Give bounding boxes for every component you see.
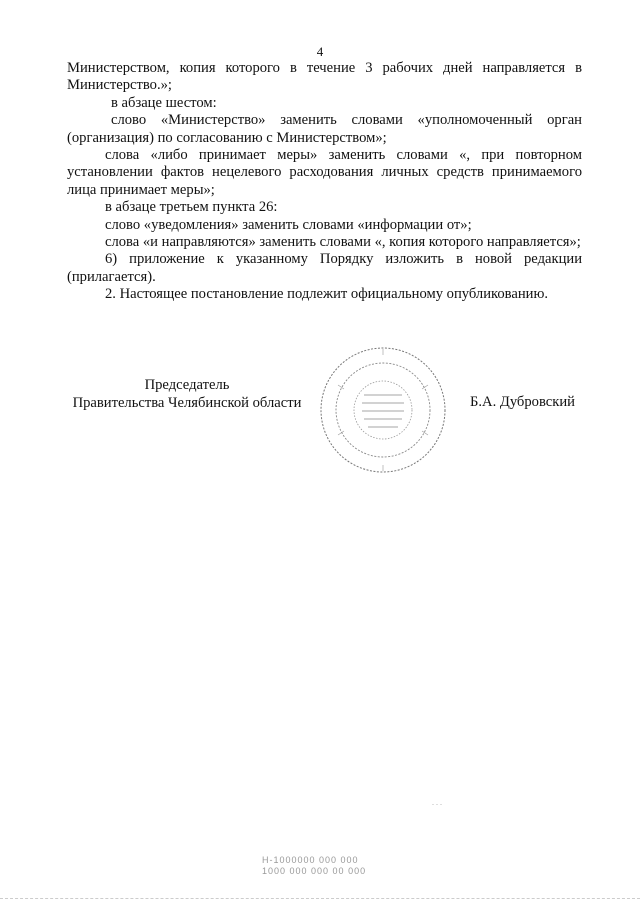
signatory-title	[67, 376, 307, 412]
paragraph: 6) приложение к указанному Порядку изложить в новой редакции (прилагается).	[67, 251, 582, 285]
footer-stamp	[262, 855, 366, 877]
signatory-name: Б.А. Дубровский	[470, 394, 575, 410]
signatory-title-line2: Правительства Челябинской области	[72, 395, 302, 411]
paragraph: в абзаце третьем пункта 26:	[105, 199, 278, 216]
scan-mark: . . .	[432, 798, 442, 807]
paragraph: Министерством, копия которого в течение 3 рабочих дней направляется в Министерство.»;	[67, 60, 582, 94]
footer-line2: 1000 000 000 00 000	[262, 866, 367, 876]
document-body	[67, 60, 582, 304]
paragraph: слово «Министерство» заменить словами «уполномоченный орган (организация) по согласованию с Министерством»;	[67, 112, 582, 146]
paragraph: 2. Настоящее постановление подлежит официальному опубликованию.	[105, 286, 549, 303]
scan-edge	[0, 898, 640, 899]
signatory-title-line1: Председатель	[144, 377, 230, 393]
footer-line1: Н-1000000 000 000	[262, 855, 359, 865]
paragraph: слово «уведомления» заменить словами «информации от»;	[105, 216, 472, 233]
page-number: 4	[316, 44, 324, 59]
paragraph: слова «либо принимает меры» заменить словами «, при повторном установлении фактов нецелевого расходования личных средств принимаемого лица принимает меры»;	[67, 147, 582, 198]
official-seal	[318, 345, 448, 475]
paragraph: слова «и направляются» заменить словами «, копия которого направляется»;	[105, 234, 581, 251]
paragraph: в абзаце шестом:	[111, 94, 217, 111]
